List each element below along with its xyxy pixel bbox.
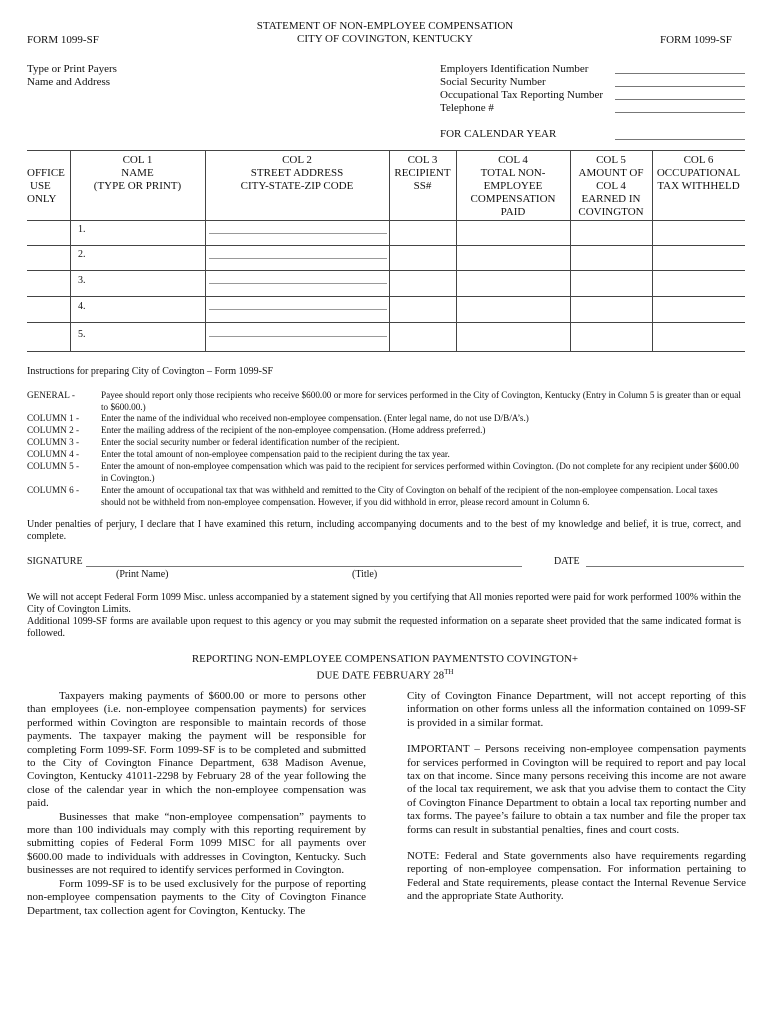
instruction-text: Enter the amount of occupational tax that was withheld and remitted to the City of Covington on behalf of the recipient of the non-employee compensation. Local taxes should not be withheld from non-employee compensation. However, if you did withhold in error, please record amount in Column 6. [101,485,718,507]
col1-line-2: (TYPE OR PRINT) [93,180,182,192]
col6-line-1: OCCUPATIONAL [656,167,741,179]
title-line-1: STATEMENT OF NON-EMPLOYEE COMPENSATION [256,20,514,32]
instruction-label: COLUMN 2 - [27,425,80,435]
col3-line-2: SS# [413,180,432,192]
title-line-2: CITY OF COVINGTON, KENTUCKY [297,33,473,45]
col4-line-1: TOTAL NON- [480,167,546,179]
col1-header [70,154,205,193]
instruction-label: COLUMN 3 - [27,437,80,447]
instruction-text: Enter the mailing address of the recipient of the non-employee compensation. (Home address preferred.) [101,425,486,435]
print-name-caption: (Print Name) [116,569,169,580]
ssn-input-line[interactable] [615,86,745,87]
col4-line-2: EMPLOYEE [483,180,543,192]
reporting-title [100,653,670,683]
due-date-line [100,666,670,683]
col4-head: COL 4 [498,154,528,166]
office-use-line-1: OFFICE [27,167,65,179]
table-row-number: 4. [78,301,86,312]
otrn-input-line[interactable] [615,99,745,100]
telephone-label: Telephone # [440,102,494,114]
calendar-year-label: FOR CALENDAR YEAR [440,128,557,140]
date-label: DATE [554,556,580,567]
federal-1099-notice: We will not accept Federal Form 1099 Misc. unless accompanied by a statement signed by you certifying that All monies reported were paid for work performed 100% within the City of Covington Limits. [27,592,741,615]
office-use-line-2: USE [30,180,51,192]
col2-line-2: CITY-STATE-ZIP CODE [240,180,354,192]
telephone-input-line[interactable] [615,112,745,113]
col5-head: COL 5 [596,154,626,166]
instruction-label: COLUMN 5 - [27,461,80,471]
signature-label: SIGNATURE [27,556,83,567]
instruction-label: COLUMN 4 - [27,449,80,459]
signature-input-line[interactable] [86,566,522,567]
table-row-number: 2. [78,249,86,260]
left-paragraph: Businesses that make “non-employee compensation” payments to more than 100 individuals may comply with this reporting requirement by submitting copies of Federal Form 1099 MISC for all payments over $600.00 made to individuals with addresses in Covington, Kentucky. Such businesses are not required to identify services performed in Covington. [27,810,366,877]
page-title [185,20,585,46]
col1-line-1: NAME [121,167,154,179]
date-input-line[interactable] [586,566,744,567]
col4-line-4: PAID [500,206,526,218]
ein-label: Employers Identification Number [440,63,589,75]
payer-id-fields [440,63,603,115]
payer-label [27,63,117,89]
col2-head: COL 2 [282,154,312,166]
col3-head: COL 3 [407,154,438,166]
right-text-column [407,690,746,904]
due-date-text: DUE DATE FEBRUARY 28 [316,669,445,682]
left-paragraph: Form 1099-SF is to be used exclusively for the purpose of reporting non-employee compensation payments to the City of Covington Finance Department, tax collection agent for Covington, Kentucky. The [27,877,366,917]
col6-line-2: TAX WITHHELD [657,180,740,192]
perjury-declaration: Under penalties of perjury, I declare that I have examined this return, including accompanying documents and to the best of my knowledge and belief, it is true, correct, and complete. [27,519,741,542]
col2-header [205,154,389,193]
instruction-text: Enter the social security number or federal identification number of the recipient. [101,437,400,447]
instruction-text: Enter the amount of non-employee compensation which was paid to the recipient for services performed within Covington. (Do not complete for any recipient under $600.00 in Covington.) [101,461,739,483]
col2-line-1: STREET ADDRESS [250,167,344,179]
instruction-label: COLUMN 1 - [27,413,80,423]
office-use-only [27,167,69,206]
left-paragraph: Taxpayers making payments of $600.00 or more to persons other than employees (i.e. non-employee compensation payments) for services performed within Covington are responsible to maintain records of those payments. The taxpayer making the payment will be responsible for completing Form 1099-SF. Form 1099-SF is to be completed and submitted to the City of Covington Finance Department, 638 Madison Avenue, Covington, Kentucky 41011-2298 by February 28 of the year following the close of the calendar year in which the non-employee compensation was paid. [27,690,366,810]
col5-line-4: COVINGTON [578,206,644,218]
col6-head: COL 6 [683,154,714,166]
col1-head: COL 1 [122,154,153,166]
payer-label-line-1: Type or Print Payers [27,63,117,75]
table-row-number: 5. [78,329,86,340]
due-date-superscript: TH [444,668,454,676]
otrn-label: Occupational Tax Reporting Number [440,89,604,101]
office-use-line-3: ONLY [27,193,57,205]
title-caption: (Title) [352,569,378,580]
left-text-column [27,690,366,918]
col5-line-3: EARNED IN [581,193,641,205]
reporting-title-line: REPORTING NON-EMPLOYEE COMPENSATION PAYMENTSTO COVINGTON+ [191,653,579,665]
col5-line-1: AMOUNT OF [578,167,644,179]
right-paragraph: IMPORTANT – Persons receiving non-employee compensation payments for services performed in Covington will be required to report and pay local tax on that income. Since many persons receiving this income are not aware of the local tax requirement, we ask that you advise them to contact the City of Covington Finance Department to obtain a local tax reporting number and tax forms. The payee’s failure to obtain a tax number and file the proper tax forms can result in substantial penalties, fines and court costs. [407,743,746,836]
col5-header [570,154,652,219]
instruction-label: GENERAL - [27,390,75,400]
ssn-label: Social Security Number [440,76,546,88]
instruction-text: Payee should report only those recipients who receive $600.00 or more for services performed in the City of Covington, Kentucky (Entry in Column 5 is greater than or equal to $600.00.) [101,390,741,412]
form-number-left: FORM 1099-SF [27,34,99,46]
col4-line-3: COMPENSATION [470,193,556,205]
additional-forms-notice: Additional 1099-SF forms are available upon request to this agency or you may submit the requested information on a separate sheet provided that the same indicated format is followed. [27,616,741,639]
ein-input-line[interactable] [615,73,745,74]
instruction-label: COLUMN 6 - [27,485,80,495]
table-row-number: 3. [78,275,86,286]
calendar-year-input-line[interactable] [615,139,745,140]
instruction-text: Enter the total amount of non-employee compensation paid to the recipient during the tax year. [101,449,450,459]
form-number-right: FORM 1099-SF [660,34,732,46]
table-row-number: 1. [78,224,86,235]
col3-line-1: RECIPIENT [394,167,451,179]
instructions-heading: Instructions for preparing City of Covington – Form 1099-SF [27,366,274,377]
right-paragraph: NOTE: Federal and State governments also have requirements regarding reporting of non-employee compensation. For information pertaining to Federal and State requirements, please contact the Internal Revenue Service and the appropriate State Authority. [407,850,746,903]
col5-line-2: COL 4 [596,180,626,192]
right-paragraph: City of Covington Finance Department, will not accept reporting of this information on other forms unless all the information contained on 1099-SF is provided in a similar format. [407,690,746,729]
col3-header [389,154,456,193]
col6-header [652,154,745,193]
payer-label-line-2: Name and Address [27,76,111,88]
instruction-text: Enter the name of the individual who received non-employee compensation. (Enter legal name, do not use D/B/A’s.) [101,413,529,423]
col4-header [456,154,570,219]
